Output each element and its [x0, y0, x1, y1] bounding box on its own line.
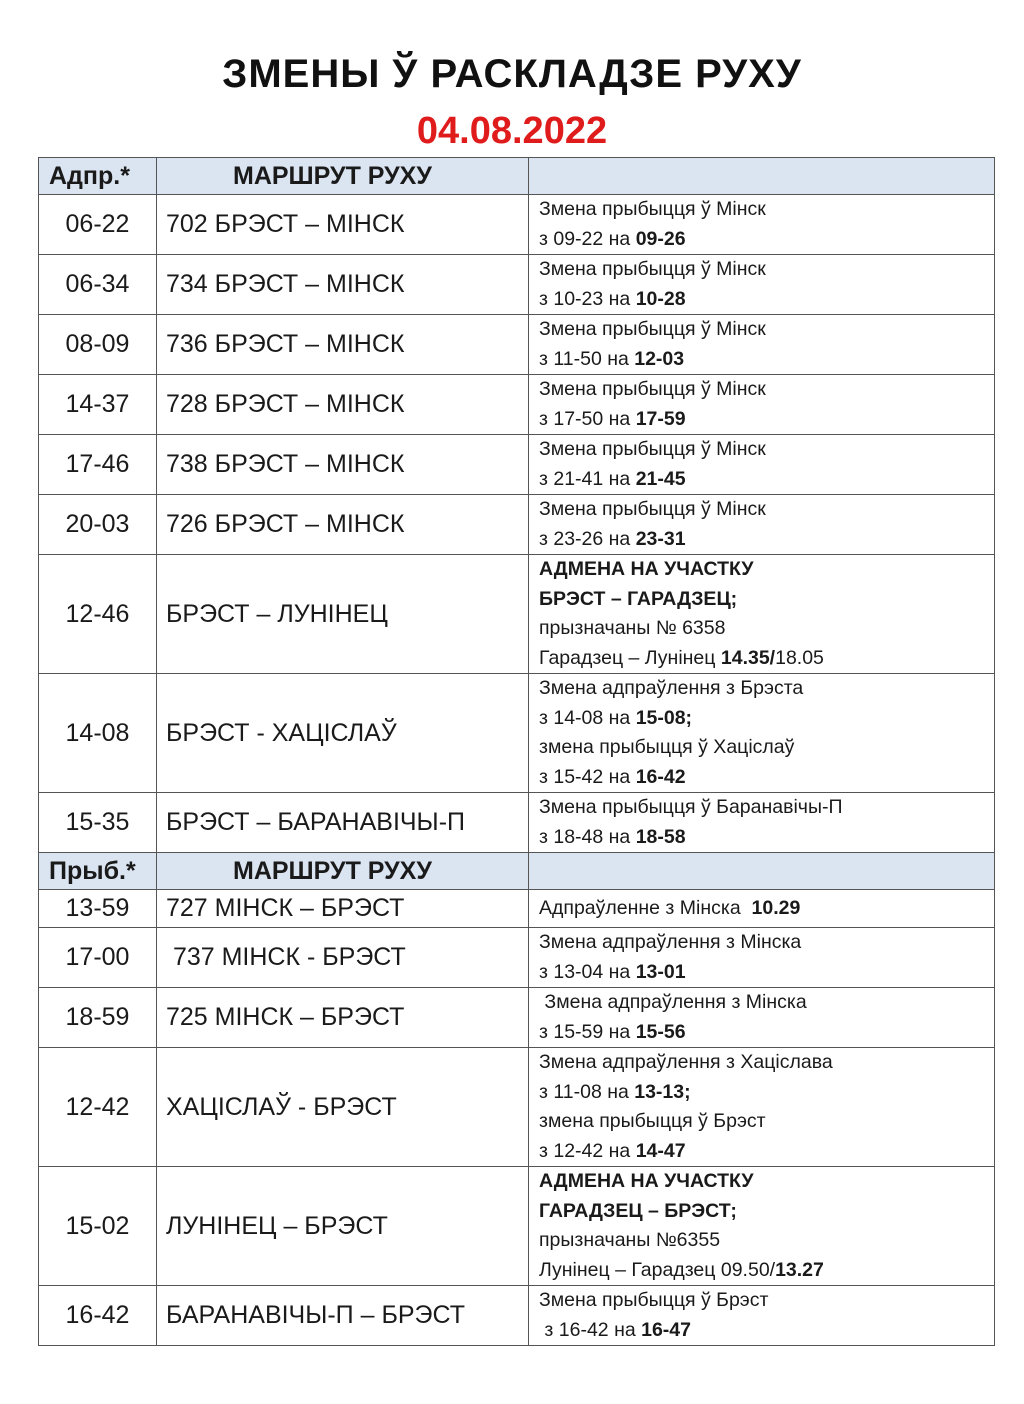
note-text: з 23-26 на	[539, 527, 636, 550]
note-text: Змена адпраўлення з Мінска	[539, 931, 802, 953]
note-text-bold: 21-45	[635, 467, 686, 490]
note-cell	[529, 375, 995, 435]
note-column-header	[529, 158, 995, 195]
note-text: змена прыбыцця ў Хаціслаў	[539, 736, 795, 758]
note-line	[539, 733, 994, 763]
time-cell: 17-46	[39, 435, 157, 495]
table-row	[39, 1048, 995, 1167]
route-cell: 734 БРЭСТ – МІНСК	[157, 255, 529, 315]
time-cell: 14-37	[39, 375, 157, 435]
route-cell: БАРАНАВІЧЫ-П – БРЭСТ	[157, 1286, 529, 1346]
section-header-row	[39, 853, 995, 890]
time-cell: 15-02	[39, 1167, 157, 1286]
route-cell: 702 БРЭСТ – МІНСК	[157, 195, 529, 255]
note-text-bold: 18-58	[635, 825, 686, 848]
note-text-bold: АДМЕНА НА УЧАСТКУ	[539, 558, 754, 580]
note-line	[539, 1197, 994, 1227]
route-cell: БРЭСТ – БАРАНАВІЧЫ-П	[157, 793, 529, 853]
note-text: з 13-04 на	[539, 960, 636, 983]
note-text-bold: ГАРАДЗЕЦ – БРЭСТ;	[539, 1199, 737, 1222]
note-text-bold: 13-01	[635, 960, 686, 983]
note-text: з 11-50 на	[539, 347, 635, 370]
note-text: змена прыбыцця ў Брэст	[539, 1110, 766, 1132]
time-cell: 17-00	[39, 928, 157, 988]
note-cell	[529, 1048, 995, 1167]
route-cell: ЛУНІНЕЦ – БРЭСТ	[157, 1167, 529, 1286]
time-cell: 08-09	[39, 315, 157, 375]
note-text-bold: 14.35/	[720, 646, 776, 669]
route-column-header: МАРШРУТ РУХУ	[157, 853, 529, 890]
note-text: з 21-41 на	[539, 467, 636, 490]
note-line	[539, 1256, 994, 1286]
time-cell: 12-42	[39, 1048, 157, 1167]
note-line	[539, 614, 994, 644]
table-row	[39, 674, 995, 793]
table-row	[39, 890, 995, 928]
route-cell: БРЭСТ – ЛУНІНЕЦ	[157, 555, 529, 674]
note-line	[539, 195, 994, 225]
note-text: Змена прыбыцця ў Мінск	[539, 438, 766, 460]
route-cell: 737 МІНСК - БРЭСТ	[157, 928, 529, 988]
note-text: Змена прыбыцця ў Баранавічы-П	[539, 796, 843, 818]
schedule-table	[38, 157, 995, 1346]
note-cell	[529, 793, 995, 853]
note-text-bold: АДМЕНА НА УЧАСТКУ	[539, 1170, 754, 1192]
note-line	[539, 405, 994, 435]
time-cell: 20-03	[39, 495, 157, 555]
note-text-bold: 10-28	[635, 287, 686, 310]
section-header-row	[39, 158, 995, 195]
note-text: Адпраўленне з Мінска	[539, 896, 752, 919]
note-cell	[529, 495, 995, 555]
note-text-bold: 15-08;	[635, 706, 693, 729]
table-row	[39, 435, 995, 495]
note-line	[539, 345, 994, 375]
route-cell: 736 БРЭСТ – МІНСК	[157, 315, 529, 375]
note-column-header	[529, 853, 995, 890]
note-cell	[529, 674, 995, 793]
note-text-bold: 10.29	[751, 896, 801, 919]
note-text-bold: 13.27	[775, 1258, 824, 1281]
route-cell: 728 БРЭСТ – МІНСК	[157, 375, 529, 435]
note-text: Лунінец – Гарадзец 09.50/	[539, 1258, 776, 1281]
time-cell: 14-08	[39, 674, 157, 793]
note-cell	[529, 435, 995, 495]
note-line	[539, 958, 994, 988]
note-line	[539, 1107, 994, 1137]
table-row	[39, 195, 995, 255]
note-text: Змена прыбыцця ў Брэст	[539, 1289, 769, 1311]
note-line	[539, 1078, 994, 1108]
note-text-bold: 14-47	[635, 1139, 686, 1162]
time-cell: 06-34	[39, 255, 157, 315]
note-cell	[529, 315, 995, 375]
note-text: Змена прыбыцця ў Мінск	[539, 198, 766, 220]
time-cell: 12-46	[39, 555, 157, 674]
note-line	[539, 255, 994, 285]
note-text: з 11-08 на	[539, 1080, 635, 1103]
time-cell: 13-59	[39, 890, 157, 928]
note-line	[539, 285, 994, 315]
note-line	[539, 495, 994, 525]
note-line	[539, 525, 994, 555]
note-text-bold: 16-42	[635, 765, 686, 788]
note-cell	[529, 988, 995, 1048]
time-cell: 06-22	[39, 195, 157, 255]
route-cell: БРЭСТ - ХАЦІСЛАЎ	[157, 674, 529, 793]
note-cell	[529, 555, 995, 674]
note-text: з 17-50 на	[539, 407, 636, 430]
time-cell: 15-35	[39, 793, 157, 853]
time-cell: 16-42	[39, 1286, 157, 1346]
time-cell: 18-59	[39, 988, 157, 1048]
note-text: прызначаны №6355	[539, 1229, 721, 1251]
page-title: ЗМЕНЫ Ў РАСКЛАДЗЕ РУХУ	[222, 52, 802, 96]
note-line	[539, 928, 994, 958]
note-text: Змена адпраўлення з Мінска	[539, 991, 807, 1013]
table-row	[39, 793, 995, 853]
note-line	[539, 435, 994, 465]
note-cell	[529, 255, 995, 315]
note-text-bold: 23-31	[635, 527, 686, 550]
note-cell	[529, 1286, 995, 1346]
note-line	[539, 1167, 994, 1197]
table-row	[39, 928, 995, 988]
note-text: Змена адпраўлення з Брэста	[539, 677, 804, 699]
note-line	[539, 674, 994, 704]
route-cell: 725 МІНСК – БРЭСТ	[157, 988, 529, 1048]
note-line	[539, 704, 994, 734]
note-text-bold: 09-26	[635, 227, 686, 250]
note-line	[539, 555, 994, 585]
note-text: Змена адпраўлення з Хаціслава	[539, 1051, 833, 1073]
note-line	[539, 1048, 994, 1078]
table-row	[39, 1286, 995, 1346]
note-line	[539, 225, 994, 255]
table-row	[39, 315, 995, 375]
time-column-header: Адпр.*	[39, 158, 157, 195]
note-text: прызначаны № 6358	[539, 617, 726, 639]
note-text: з 16-42 на	[539, 1318, 642, 1341]
note-text: з 18-48 на	[539, 825, 636, 848]
note-text-bold: 15-56	[635, 1020, 686, 1043]
table-row	[39, 988, 995, 1048]
table-row	[39, 255, 995, 315]
note-text-bold: 16-47	[641, 1318, 691, 1341]
note-text: Змена прыбыцця ў Мінск	[539, 498, 766, 520]
route-column-header: МАРШРУТ РУХУ	[157, 158, 529, 195]
note-cell	[529, 928, 995, 988]
note-text: з 10-23 на	[539, 287, 636, 310]
note-line	[539, 988, 994, 1018]
note-text-bold: 13-13;	[634, 1080, 691, 1103]
note-line	[539, 315, 994, 345]
note-text: Змена прыбыцця ў Мінск	[539, 378, 766, 400]
table-row	[39, 495, 995, 555]
note-text: з 12-42 на	[539, 1139, 636, 1162]
note-line	[539, 1226, 994, 1256]
note-line	[539, 1018, 994, 1048]
route-cell: 727 МІНСК – БРЭСТ	[157, 890, 529, 928]
note-cell	[529, 1167, 995, 1286]
table-row	[39, 375, 995, 435]
route-cell: 738 БРЭСТ – МІНСК	[157, 435, 529, 495]
time-column-header: Прыб.*	[39, 853, 157, 890]
note-text-bold: БРЭСТ – ГАРАДЗЕЦ;	[539, 587, 738, 610]
note-line	[539, 1286, 994, 1316]
note-text: 18.05	[775, 646, 824, 669]
note-text: з 14-08 на	[539, 706, 636, 729]
note-line	[539, 644, 994, 674]
route-cell: 726 БРЭСТ – МІНСК	[157, 495, 529, 555]
note-line	[539, 823, 994, 853]
note-text: з 09-22 на	[539, 227, 636, 250]
note-line	[539, 375, 994, 405]
note-line	[539, 763, 994, 793]
note-text: Гарадзец – Лунінец	[539, 646, 721, 669]
route-cell: ХАЦІСЛАЎ - БРЭСТ	[157, 1048, 529, 1167]
note-text-bold: 17-59	[635, 407, 686, 430]
table-row	[39, 1167, 995, 1286]
schedule-date: 04.08.2022	[416, 110, 608, 152]
note-text: з 15-42 на	[539, 765, 636, 788]
note-line	[539, 1137, 994, 1167]
note-line	[539, 465, 994, 495]
note-cell	[529, 890, 995, 928]
note-cell	[529, 195, 995, 255]
note-text-bold: 12-03	[634, 347, 685, 370]
note-text: Змена прыбыцця ў Мінск	[539, 318, 766, 340]
note-line	[539, 585, 994, 615]
note-line	[539, 894, 994, 924]
note-text: з 15-59 на	[539, 1020, 636, 1043]
table-row	[39, 555, 995, 674]
note-line	[539, 793, 994, 823]
note-text: Змена прыбыцця ў Мінск	[539, 258, 766, 280]
note-line	[539, 1316, 994, 1346]
